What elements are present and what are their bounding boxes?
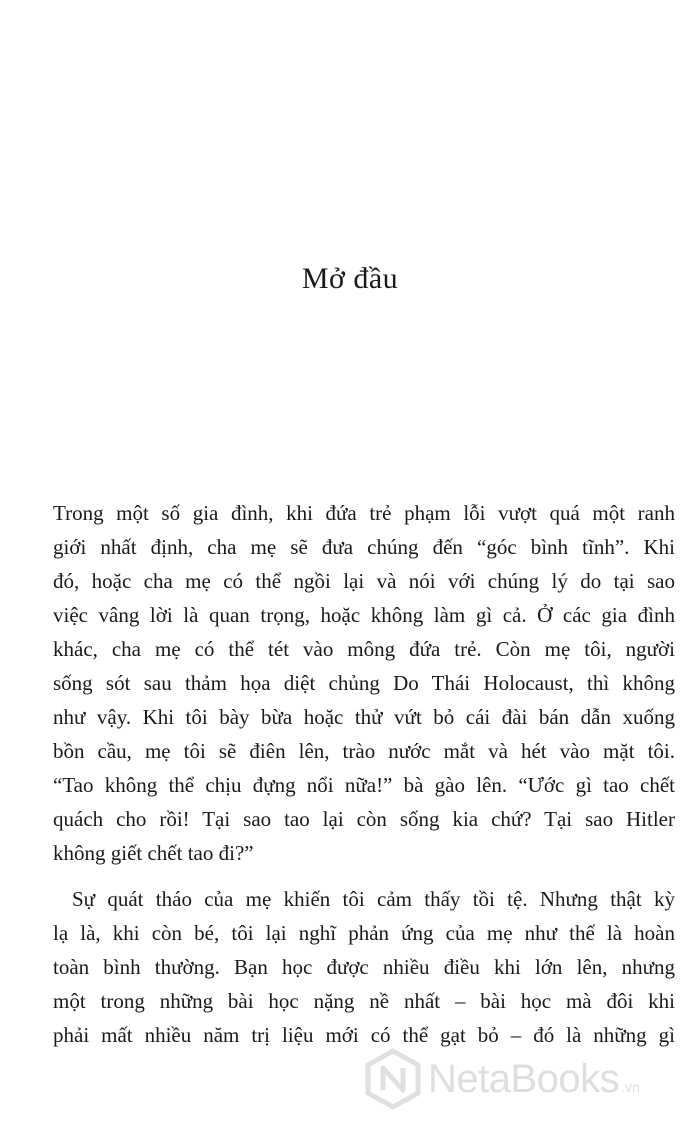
body-text [53, 496, 675, 1052]
text-line: toàn bình thường. Bạn học được nhiều điều khi lớn lên, nhưng [53, 955, 675, 979]
text-line: Trong một số gia đình, khi đứa trẻ phạm lỗi vượt quá một ranh [53, 501, 675, 525]
watermark-suffix: .vn [621, 1079, 640, 1095]
paragraph-gap [53, 870, 675, 882]
text-line: một trong những bài học nặng nề nhất – bài học mà đôi khi [53, 989, 675, 1013]
text-line: “Tao không thể chịu đựng nổi nữa!” bà gào lên. “Ước gì tao chết [53, 773, 675, 797]
text-line-last: không giết chết tao đi?” [53, 841, 254, 865]
text-line: việc vâng lời là quan trọng, hoặc không làm gì cả. Ở các gia đình [53, 603, 675, 627]
text-line: lạ là, khi còn bé, tôi lại nghĩ phản ứng của mẹ như thế là hoàn [53, 921, 675, 945]
page-title: Mở đầu [301, 262, 399, 295]
text-line: giới nhất định, cha mẹ sẽ đưa chúng đến “góc bình tĩnh”. Khi [53, 535, 675, 559]
watermark [362, 1044, 640, 1114]
netabooks-logo-icon [362, 1048, 424, 1110]
paragraph-1 [53, 496, 675, 870]
text-line: phải mất nhiều năm trị liệu mới có thể gạt bỏ – đó là những gì [53, 1023, 675, 1047]
text-line: như vậy. Khi tôi bày bừa hoặc thử vứt bỏ cái đài bán dẫn xuống [53, 705, 675, 729]
text-line: sống sót sau thảm họa diệt chủng Do Thái Holocaust, thì không [53, 671, 675, 695]
text-line: quách cho rồi! Tại sao tao lại còn sống kia chứ? Tại sao Hitler [53, 807, 675, 831]
watermark-brand: NetaBooks [428, 1056, 620, 1101]
text-line: khác, cha mẹ có thể tét vào mông đứa trẻ. Còn mẹ tôi, người [53, 637, 675, 661]
paragraph-2 [53, 882, 675, 1052]
text-line: đó, hoặc cha mẹ có thể ngồi lại và nói với chúng lý do tại sao [53, 569, 675, 593]
text-line: bồn cầu, mẹ tôi sẽ điên lên, trào nước mắt và hét vào mặt tôi. [53, 739, 675, 763]
text-line-indented: Sự quát tháo của mẹ khiến tôi cảm thấy tồi tệ. Nhưng thật kỳ [72, 887, 675, 911]
